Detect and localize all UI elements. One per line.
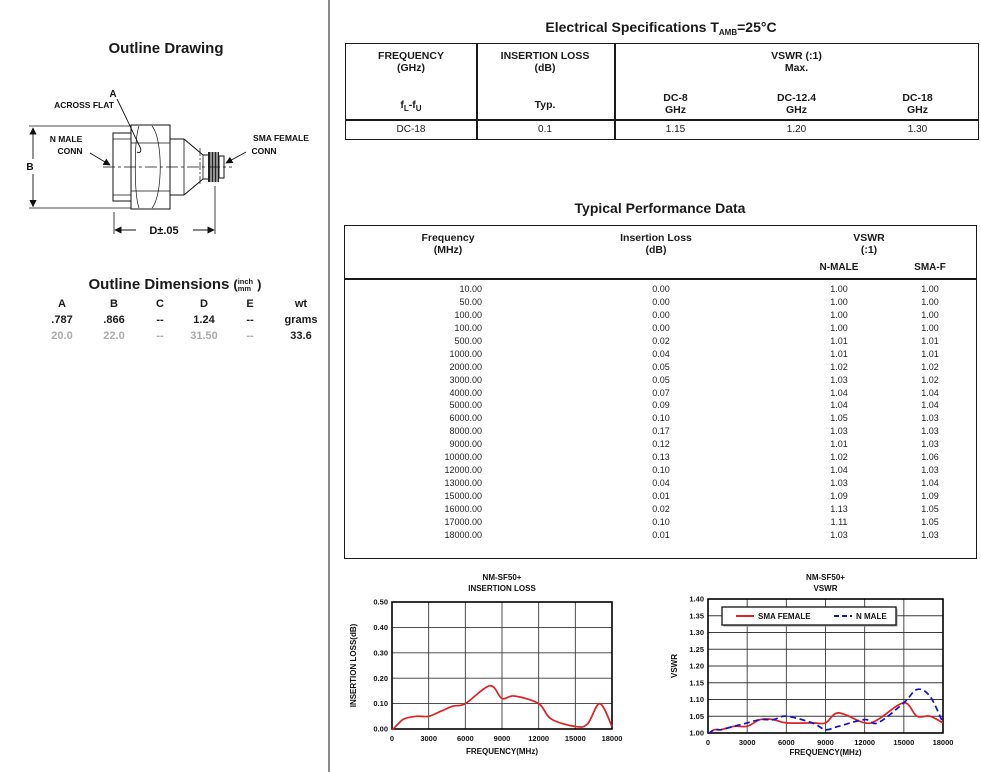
spec-vswr-l1: VSWR (:1) xyxy=(771,50,822,62)
table-row xyxy=(345,439,976,452)
dim-header-wt: wt xyxy=(294,298,308,310)
x-tick-label: 9000 xyxy=(817,738,834,747)
spec-dc18-l1: DC-18 xyxy=(902,92,933,104)
spec-data-vswr-dc124: 1.20 xyxy=(786,124,807,135)
dim-header-row xyxy=(34,298,328,314)
freq-cell: 8000.00 xyxy=(449,426,482,437)
nmale-cell: 1.01 xyxy=(830,348,848,359)
y-tick-label: 0.50 xyxy=(373,597,388,607)
nmale-cell: 1.01 xyxy=(830,335,848,346)
smaf-cell: 1.02 xyxy=(921,374,939,385)
performance-rows xyxy=(345,284,976,543)
nmale-cell: 1.02 xyxy=(830,452,848,463)
nmale-cell: 1.03 xyxy=(830,478,848,489)
smaf-cell: 1.05 xyxy=(921,516,939,527)
dim-inch-d: 1.24 xyxy=(193,314,215,326)
x-tick-label: 18000 xyxy=(601,734,623,743)
nmale-cell: 1.04 xyxy=(830,400,848,411)
performance-table xyxy=(344,225,977,559)
y-tick-label: 1.20 xyxy=(689,661,704,671)
smaf-cell: 1.03 xyxy=(921,413,939,424)
nmale-cell: 1.04 xyxy=(830,387,848,398)
smaf-cell: 1.09 xyxy=(921,491,939,501)
smaf-cell: 1.06 xyxy=(921,452,939,463)
dim-mm-wt: 33.6 xyxy=(290,330,312,342)
x-tick-label: 18000 xyxy=(932,738,954,747)
table-row xyxy=(345,491,976,504)
freq-cell: 16000.00 xyxy=(444,503,482,514)
il-cell: 0.00 xyxy=(652,296,670,307)
freq-cell: 50.00 xyxy=(459,296,482,307)
dim-header-e: E xyxy=(246,298,254,310)
smaf-cell: 1.00 xyxy=(921,309,939,320)
table-row xyxy=(345,388,976,401)
il-cell: 0.05 xyxy=(652,361,670,372)
perf-header-vswr-l1: VSWR xyxy=(853,232,885,244)
il-cell: 0.01 xyxy=(652,491,670,501)
nmale-cell: 1.00 xyxy=(830,284,848,294)
smaf-cell: 1.03 xyxy=(921,439,939,450)
table-row xyxy=(345,284,976,297)
dim-mm-a: 20.0 xyxy=(51,330,73,342)
x-tick-label: 6000 xyxy=(777,738,795,747)
table-row xyxy=(345,517,976,530)
dim-mm-row xyxy=(34,330,328,346)
unit-mm: mm xyxy=(237,283,252,293)
il-cell: 0.10 xyxy=(652,465,670,476)
unit-inch: inch xyxy=(237,276,254,286)
chart-subtitle: VSWR xyxy=(813,584,838,593)
freq-cell: 5000.00 xyxy=(449,400,482,411)
il-cell: 0.10 xyxy=(652,413,670,424)
perf-header-freq-l1: Frequency xyxy=(421,232,475,244)
spec-dc8-l1: DC-8 xyxy=(663,92,688,104)
table-row xyxy=(345,323,976,336)
outline-drawing xyxy=(0,0,330,260)
y-tick-label: 1.05 xyxy=(689,711,704,721)
outline-drawing-title: Outline Drawing xyxy=(108,40,224,57)
y-tick-label: 1.25 xyxy=(689,644,704,654)
electrical-specs-table xyxy=(345,43,979,140)
table-row xyxy=(345,452,976,465)
il-cell: 0.00 xyxy=(652,284,670,294)
smaf-cell: 1.00 xyxy=(921,284,939,294)
es-title-prefix: Electrical Specifications T xyxy=(545,19,719,35)
smaf-cell: 1.00 xyxy=(921,322,939,333)
table-row xyxy=(345,530,976,543)
nmale-cell: 1.02 xyxy=(830,361,848,372)
perf-header-vswr-l2: (:1) xyxy=(860,244,878,256)
nmale-cell: 1.00 xyxy=(830,322,848,333)
dim-mm-e: -- xyxy=(246,330,254,342)
freq-cell: 18000.00 xyxy=(444,529,482,540)
spec-fl-fu xyxy=(346,99,476,113)
smaf-cell: 1.04 xyxy=(921,478,939,489)
chart-vswr xyxy=(650,571,981,772)
il-cell: 0.13 xyxy=(652,452,670,463)
nmale-cell: 1.03 xyxy=(830,374,848,385)
spec-typ: Typ. xyxy=(534,99,556,111)
freq-cell: 13000.00 xyxy=(444,478,482,489)
freq-cell: 15000.00 xyxy=(444,491,482,501)
table-row xyxy=(345,362,976,375)
perf-header-rule xyxy=(345,278,976,280)
close-paren: ) xyxy=(257,277,262,292)
dim-inch-row xyxy=(34,314,328,330)
f-symbol-2: -f xyxy=(408,99,416,111)
table-row xyxy=(345,375,976,388)
nmale-cell: 1.00 xyxy=(830,309,848,320)
nmale-cell: 1.01 xyxy=(830,439,848,450)
freq-cell: 100.00 xyxy=(454,322,482,333)
b-dim-label: B xyxy=(26,162,34,173)
x-tick-label: 6000 xyxy=(456,734,474,743)
y-tick-label: 1.10 xyxy=(689,695,704,705)
nmale-cell: 1.13 xyxy=(830,503,848,514)
il-cell: 0.04 xyxy=(652,348,670,359)
table-row xyxy=(345,413,976,426)
y-tick-label: 0.30 xyxy=(373,648,388,658)
freq-cell: 500.00 xyxy=(454,335,482,346)
spec-header-rule xyxy=(346,119,978,121)
smaf-cell: 1.03 xyxy=(921,426,939,437)
d-dim-label: D±.05 xyxy=(149,225,179,237)
smaf-cell: 1.04 xyxy=(921,387,939,398)
y-tick-label: 1.40 xyxy=(689,594,704,604)
x-axis-label: FREQUENCY(MHz) xyxy=(466,747,538,756)
smaf-cell: 1.01 xyxy=(921,348,939,359)
il-cell: 0.02 xyxy=(652,503,670,514)
dim-inch-c: -- xyxy=(156,314,164,326)
dim-inch-wt: grams xyxy=(284,314,318,326)
il-cell: 0.10 xyxy=(652,516,670,527)
y-tick-label: 0.40 xyxy=(373,623,388,632)
smaf-cell: 1.01 xyxy=(921,335,939,346)
spec-dc124-l1: DC-12.4 xyxy=(776,92,817,104)
unit-stack xyxy=(238,278,253,292)
x-tick-label: 0 xyxy=(705,738,711,747)
spec-dc18-l2: GHz xyxy=(907,104,928,116)
sma-leader xyxy=(226,152,246,163)
freq-cell: 17000.00 xyxy=(444,516,482,527)
dim-inch-e: -- xyxy=(246,314,254,326)
nmale-cell: 1.03 xyxy=(830,426,848,437)
nmale-cell: 1.04 xyxy=(830,465,848,476)
smaf-cell: 1.04 xyxy=(921,400,939,411)
es-title-suffix: =25°C xyxy=(737,19,777,35)
dim-inch-a: .787 xyxy=(51,314,73,326)
freq-cell: 2000.00 xyxy=(449,361,482,372)
il-cell: 0.07 xyxy=(652,387,670,398)
across-flat-label: ACROSS FLAT xyxy=(54,100,114,110)
perf-header-smaf: SMA-F xyxy=(914,262,946,273)
il-cell: 0.17 xyxy=(652,426,670,437)
sma-female-label: SMA FEMALE xyxy=(253,133,309,143)
table-row xyxy=(345,297,976,310)
freq-cell: 12000.00 xyxy=(444,465,482,476)
chart-subtitle: INSERTION LOSS xyxy=(468,584,536,593)
spec-col1-l1: FREQUENCY xyxy=(378,50,444,62)
perf-header-il-l2: (dB) xyxy=(645,244,667,256)
nmale-cell: 1.03 xyxy=(830,529,848,540)
smaf-cell: 1.05 xyxy=(921,503,939,514)
outline-dimensions-title-text: Outline Dimensions xyxy=(88,276,230,293)
perf-header-nmale: N-MALE xyxy=(819,262,859,273)
freq-cell: 9000.00 xyxy=(449,439,482,450)
table-row xyxy=(345,336,976,349)
il-cell: 0.00 xyxy=(652,309,670,320)
smaf-cell: 1.00 xyxy=(921,296,939,307)
n-male-conn-label: CONN xyxy=(57,146,83,156)
table-row xyxy=(345,504,976,517)
chart-title: NM-SF50+ xyxy=(806,573,845,582)
freq-cell: 10.00 xyxy=(459,284,482,294)
freq-cell: 1000.00 xyxy=(449,348,482,359)
x-axis-label: FREQUENCY(MHz) xyxy=(789,748,862,757)
dim-header-c: C xyxy=(156,298,164,310)
il-cell: 0.02 xyxy=(652,335,670,346)
table-row xyxy=(345,400,976,413)
x-tick-label: 15000 xyxy=(564,734,586,743)
chart-insertion-loss xyxy=(345,571,640,772)
table-row xyxy=(345,349,976,362)
freq-cell: 100.00 xyxy=(454,309,482,320)
dim-header-d: D xyxy=(200,298,208,310)
perf-header-freq-l2: (MHz) xyxy=(433,244,463,256)
x-tick-label: 0 xyxy=(389,734,395,743)
nmale-cell: 1.00 xyxy=(830,296,848,307)
il-cell: 0.12 xyxy=(652,439,670,450)
table-row xyxy=(345,310,976,323)
freq-cell: 4000.00 xyxy=(449,387,482,398)
spec-dc124-l2: GHz xyxy=(786,104,807,116)
dim-mm-c: -- xyxy=(156,330,164,342)
n-male-leader xyxy=(90,153,110,165)
il-cell: 0.00 xyxy=(652,322,670,333)
spec-col2-l1: INSERTION LOSS xyxy=(500,50,590,62)
outline-dimensions-table xyxy=(34,298,328,346)
il-cell: 0.05 xyxy=(652,374,670,385)
smaf-cell: 1.03 xyxy=(921,529,939,540)
y-axis-label: VSWR xyxy=(670,654,679,678)
x-tick-label: 15000 xyxy=(893,738,915,747)
x-tick-label: 9000 xyxy=(493,734,511,743)
performance-title: Typical Performance Data xyxy=(574,200,746,216)
table-row xyxy=(345,478,976,491)
y-tick-label: 0.00 xyxy=(373,724,388,734)
nmale-cell: 1.11 xyxy=(830,516,848,527)
es-title-sub: AMB xyxy=(718,28,738,37)
y-tick-label: 0.10 xyxy=(373,699,388,709)
dim-header-b: B xyxy=(110,298,118,310)
outline-dimensions-title xyxy=(30,276,320,293)
y-tick-label: 1.35 xyxy=(689,611,704,621)
spec-vswr-l2: Max. xyxy=(784,62,809,74)
nmale-cell: 1.05 xyxy=(830,413,848,424)
freq-cell: 3000.00 xyxy=(449,374,482,385)
a-label: A xyxy=(109,89,117,100)
freq-cell: 10000.00 xyxy=(444,452,482,463)
electrical-specs-title xyxy=(345,19,977,37)
y-tick-label: 1.00 xyxy=(689,728,704,738)
spec-data-vswr-dc18: 1.30 xyxy=(907,124,928,135)
il-cell: 0.09 xyxy=(652,400,670,411)
open-paren: ( xyxy=(233,277,238,292)
spec-col1-l2: (GHz) xyxy=(397,62,425,74)
f-sub-u: U xyxy=(415,104,422,113)
spec-col2-l2: (dB) xyxy=(534,62,556,74)
dim-inch-b: .866 xyxy=(103,314,125,326)
y-tick-label: 0.20 xyxy=(373,673,388,683)
nmale-cell: 1.09 xyxy=(830,491,848,501)
sma-conn-label: CONN xyxy=(251,146,277,156)
x-tick-label: 3000 xyxy=(420,734,438,743)
y-tick-label: 1.30 xyxy=(689,628,704,638)
legend-label: SMA FEMALE xyxy=(758,612,811,621)
f-sub-l: L xyxy=(403,104,409,113)
y-tick-label: 1.15 xyxy=(689,678,704,688)
il-cell: 0.04 xyxy=(652,478,670,489)
spec-dc8-l2: GHz xyxy=(665,104,686,116)
legend-label: N MALE xyxy=(856,612,887,621)
x-tick-label: 12000 xyxy=(528,734,550,743)
table-row xyxy=(345,465,976,478)
freq-cell: 6000.00 xyxy=(449,413,482,424)
spec-data-freq: DC-18 xyxy=(396,124,426,135)
perf-header-il-l1: Insertion Loss xyxy=(620,232,692,244)
smaf-cell: 1.02 xyxy=(921,361,939,372)
n-male-label: N MALE xyxy=(49,134,83,144)
spec-data-il: 0.1 xyxy=(538,124,552,135)
x-tick-label: 3000 xyxy=(738,738,756,747)
il-cell: 0.01 xyxy=(652,529,670,540)
spec-data-vswr-dc8: 1.15 xyxy=(665,124,686,135)
smaf-cell: 1.03 xyxy=(921,465,939,476)
dim-mm-b: 22.0 xyxy=(103,330,125,342)
x-tick-label: 12000 xyxy=(854,738,876,747)
table-row xyxy=(345,426,976,439)
dim-mm-d: 31.50 xyxy=(190,330,218,342)
chart-title: NM-SF50+ xyxy=(482,573,522,582)
dim-header-a: A xyxy=(58,298,66,310)
y-axis-label: INSERTION LOSS(dB) xyxy=(349,623,358,708)
f-symbol: f xyxy=(400,99,404,111)
